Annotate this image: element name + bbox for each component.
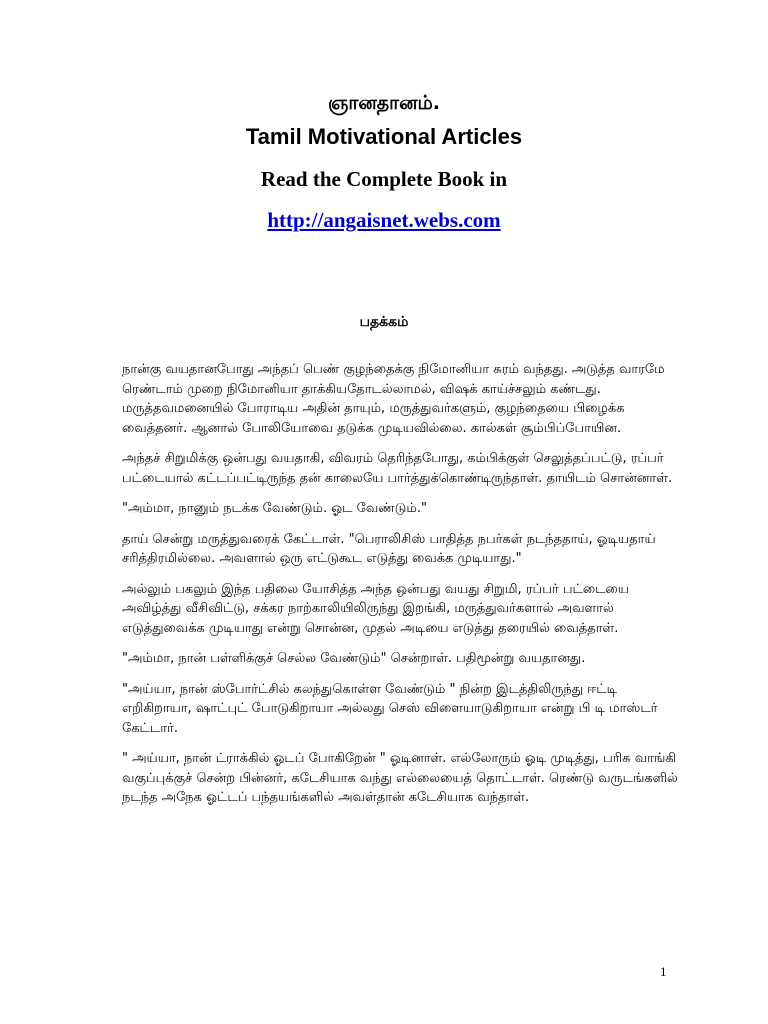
page-number: 1 [660, 964, 667, 979]
read-book-line: Read the Complete Book in [260, 167, 508, 191]
paragraph-8: " அய்யா, நான் ட்ராக்கில் ஓடப் போகிறேன் " ஓடினாள். எல்லோரும் ஓடி முடித்து, பரிசு வாங்கி வகுப்புக்குச் சென்ற பின்னர், கடேசியாக வந்து எல்லையைத் தொட்டாள். ரெண்டு வருடங்களில் நடந்த அநேக ஓட்டப் பந்தயங்களில் அவள்தான் கடேசியாக வந்தாள். [122, 751, 678, 805]
paragraph-2: அந்தச் சிறுமிக்கு ஒன்பது வயதாகி, விவரம் தெரிந்தபோது, கம்பிக்குள் செலுத்தப்பட்டு, ரப்பர் பட்டையால் கட்டப்பட்டிருந்த தன் காலையே பார்த்துக்கொண்டிருந்தாள். தாயிடம் சொன்னாள். [122, 451, 673, 486]
paragraph-1: நான்கு வயதானபோது அந்தப் பெண் குழந்தைக்கு நிமோனியா சுரம் வந்தது. அடுத்த வாரமே ரெண்டாம் முறை நிமோனியா தாக்கியதோடல்லாமல், விஷக் காய்ச்சலும் கண்டது. மருத்தவமனையில் போராடிய அதின் தாயும், மருத்துவர்களும், குழந்தையை பிழைக்க வைத்தனர். ஆனால் போலியோவை தடுக்க முடியவில்லை. கால்கள் சூம்பிப்போயின. [122, 362, 665, 436]
paragraph-3: "அம்மா, நானும் நடக்க வேண்டும். ஓட வேண்டும்." [122, 501, 427, 516]
article-body [122, 360, 682, 819]
article-heading: பதக்கம் [359, 314, 409, 330]
paragraph-5: அல்லும் பகலும் இந்த பதிலை யோசித்த அந்த ஒன்பது வயது சிறுமி, ரப்பர் பட்டையை அவிழ்த்து வீசிவிட்டு, சக்கர நாற்காலியிலிருந்து இறங்கி, மருத்துவர்களால் அவளால் எடுத்துவைக்க முடியாது என்று சொன்ன, முதல் அடியை எடுத்து தரையில் வைத்தாள். [122, 581, 629, 636]
paragraph-7: "அய்யா, நான் ஸ்போர்ட்சில் கலந்துகொள்ள வேண்டும் " நின்ற இடத்திலிருந்து ஈட்டி எறிகிறாயா, ஷாட்புட் போடுகிறாயா அல்லது செஸ் விளையாடுகிறாயா என்று பி டி மாஸ்டர் கேட்டார். [122, 681, 658, 736]
document-title-english: Tamil Motivational Articles [245, 124, 523, 149]
paragraph-4: தாய் சென்று மருத்துவரைக் கேட்டாள். "பெராலிசிஸ் பாதித்த நபர்கள் நடந்ததாய், ஓடியதாய் சரித்திரமில்லை. அவளால் ஒரு எட்டுகூட எடுத்து வைக்க முடியாது." [122, 531, 656, 566]
document-title-tamil: ஞானதானம். [328, 92, 440, 114]
paragraph-6: "அம்மா, நான் பள்ளிக்குச் செல்ல வேண்டும்" சென்றாள். பதிமூன்று வயதானது. [122, 651, 586, 666]
website-link[interactable]: http://angaisnet.webs.com [267, 208, 501, 232]
